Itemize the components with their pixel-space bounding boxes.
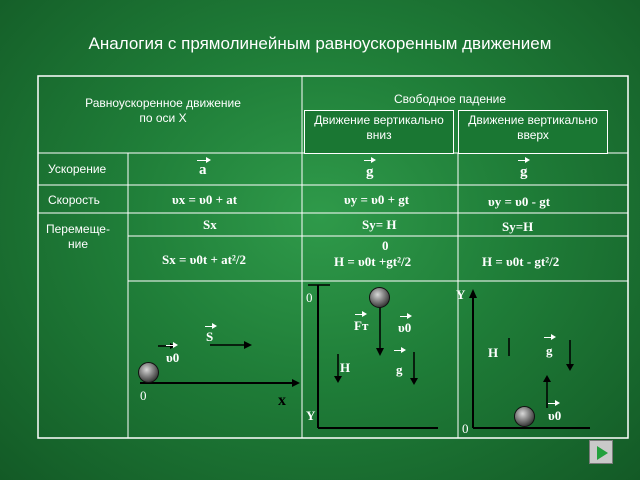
row-label-displacement: Перемеще-ние: [46, 222, 110, 251]
header-down: Движение вертикально вниз: [304, 110, 454, 154]
ball-down: [369, 287, 390, 308]
accel-a: a: [199, 162, 207, 178]
header-uniform-accel: Равноускоренное движение по оси Х: [85, 96, 241, 125]
vector-arrow-v0-down: [400, 316, 410, 317]
disp-sy-down: Sy= H: [362, 217, 397, 232]
accel-g-down: g: [366, 164, 374, 180]
origin-zero-down: 0: [306, 290, 313, 305]
header-free-fall: Свободное падение: [393, 92, 507, 106]
vector-arrow-v0-x: [166, 345, 176, 346]
label-g-up: g: [546, 343, 553, 358]
ball-x: [138, 362, 159, 383]
next-slide-button[interactable]: [589, 440, 613, 464]
label-ft: Fт: [354, 318, 369, 333]
disp-formula-x: Sx = υ0t + at²/2: [162, 252, 246, 267]
vector-arrow-g-diagram-up: [544, 337, 554, 338]
vector-arrow-s: [205, 326, 215, 327]
disp-formula-down: H = υ0t +gt²/2: [334, 254, 412, 269]
label-s: S: [206, 329, 214, 344]
label-g-down: g: [396, 362, 403, 377]
label-v0-up: υ0: [548, 408, 562, 423]
velocity-formula-down: υy = υ0 + gt: [344, 192, 410, 207]
disp-sx: Sx: [203, 217, 217, 232]
label-h-down: H: [340, 360, 351, 375]
velocity-formula-up: υy = υ0 - gt: [488, 194, 551, 209]
accel-g-up: g: [520, 164, 528, 180]
y-axis-label-up: Y: [456, 287, 466, 302]
label-v0-down: υ0: [398, 320, 412, 335]
y-axis-label-down: Y: [306, 408, 316, 423]
x-axis-label: x: [278, 392, 286, 409]
origin-zero-up: 0: [462, 421, 469, 436]
vector-arrow-v0-up: [548, 403, 558, 404]
origin-zero-x: 0: [140, 388, 147, 403]
header-up: Движение вертикально вверх: [458, 110, 608, 154]
disp-sy-up: Sy=H: [502, 219, 534, 234]
label-v0-x: υ0: [166, 350, 180, 365]
row-label-acceleration: Ускорение: [48, 162, 107, 176]
velocity-formula-x: υx = υ0 + at: [172, 192, 238, 207]
label-h-up: H: [488, 345, 499, 360]
vector-arrow-ft: [355, 314, 365, 315]
disp-formula-up: H = υ0t - gt²/2: [482, 254, 560, 269]
ball-up: [514, 406, 535, 427]
vector-arrow-g-diagram-down: [394, 350, 404, 351]
slide-title: Аналогия с прямолинейным равноускоренным движением: [88, 34, 552, 53]
row-label-velocity: Скорость: [48, 193, 100, 207]
zero-mark-top: 0: [382, 238, 389, 253]
